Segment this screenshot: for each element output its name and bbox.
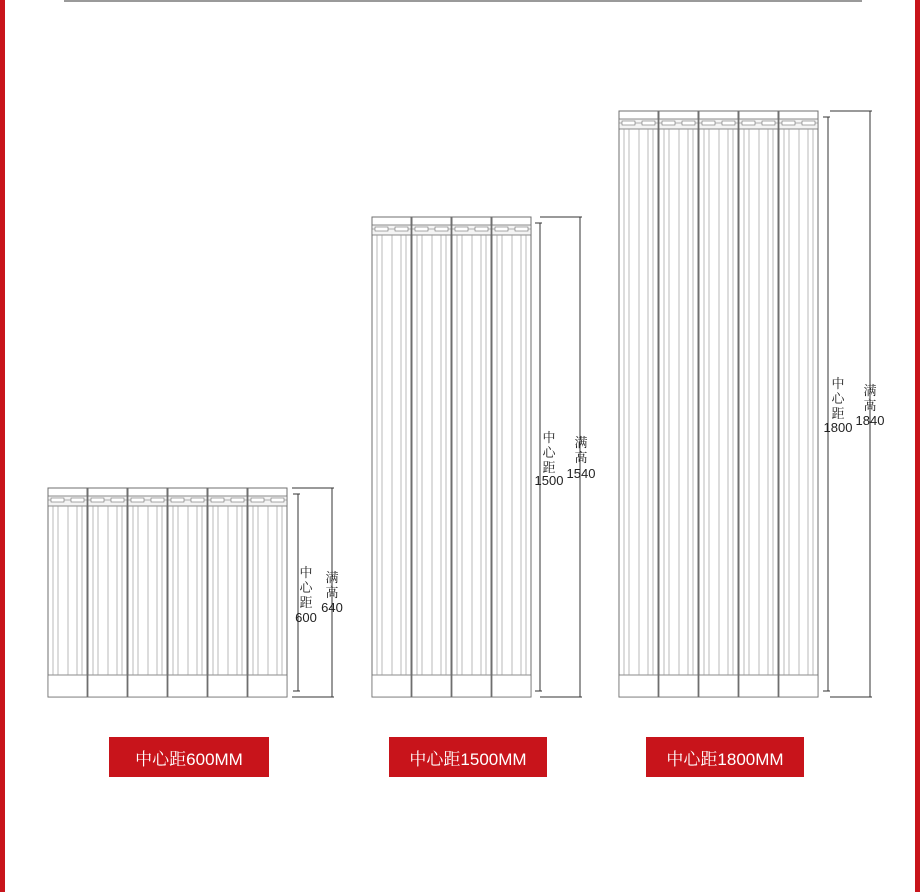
radiator-column — [208, 488, 247, 697]
column-bottom-block — [248, 675, 287, 697]
column-body — [208, 488, 247, 697]
column-bottom-block — [619, 675, 658, 697]
column-cap-right — [682, 121, 695, 125]
radiator-column — [412, 217, 451, 697]
radiator-column — [659, 111, 698, 697]
column-cap-right — [642, 121, 655, 125]
column-cap-right — [762, 121, 775, 125]
full-height-label-1500-char-2: 高 — [574, 451, 588, 466]
radiator-600 — [48, 488, 334, 697]
column-bottom-block — [412, 675, 451, 697]
radiator-column — [88, 488, 127, 697]
column-cap-left — [702, 121, 715, 125]
column-cap-left — [622, 121, 635, 125]
column-bottom-block — [372, 675, 411, 697]
center-distance-label-1500-char-1: 中 — [542, 431, 556, 446]
radiator-column — [128, 488, 167, 697]
column-cap-left — [455, 227, 468, 231]
column-body — [168, 488, 207, 697]
column-bottom-block — [452, 675, 491, 697]
column-cap-left — [742, 121, 755, 125]
column-cap-right — [191, 498, 204, 502]
center-distance-value-600: 600 — [295, 610, 317, 625]
column-cap-left — [91, 498, 104, 502]
radiator-column — [779, 111, 818, 697]
caption-center-distance-600: 中心距600MM — [109, 737, 269, 777]
full-height-label-1800-char-2: 高 — [863, 399, 877, 414]
column-bottom-block — [208, 675, 247, 697]
radiator-column — [452, 217, 491, 697]
column-body — [372, 217, 411, 697]
column-body — [492, 217, 531, 697]
radiator-column — [699, 111, 738, 697]
radiator-column — [619, 111, 658, 697]
column-bottom-block — [48, 675, 87, 697]
column-bottom-block — [492, 675, 531, 697]
column-cap-left — [171, 498, 184, 502]
column-body — [779, 111, 818, 697]
column-body — [699, 111, 738, 697]
center-distance-value-1800: 1800 — [823, 420, 853, 435]
radiator-column — [372, 217, 411, 697]
column-body — [48, 488, 87, 697]
column-body — [88, 488, 127, 697]
column-cap-left — [251, 498, 264, 502]
center-distance-value-1500: 1500 — [534, 473, 564, 488]
full-height-label-1500-char-1: 满 — [574, 436, 588, 451]
center-distance-label-1500-char-3: 距 — [542, 461, 556, 476]
column-cap-right — [271, 498, 284, 502]
column-cap-right — [802, 121, 815, 125]
center-distance-label-600-char-1: 中 — [299, 566, 313, 581]
full-height-label-600-char-2: 高 — [325, 586, 339, 601]
center-distance-label-1800-char-2: 心 — [831, 392, 845, 407]
column-bottom-block — [168, 675, 207, 697]
column-body — [619, 111, 658, 697]
column-cap-right — [111, 498, 124, 502]
column-body — [128, 488, 167, 697]
column-cap-left — [782, 121, 795, 125]
column-cap-right — [395, 227, 408, 231]
column-bottom-block — [128, 675, 167, 697]
full-height-value-1500: 1540 — [566, 466, 596, 481]
full-height-label-1800-char-1: 满 — [863, 384, 877, 399]
column-bottom-block — [659, 675, 698, 697]
column-cap-left — [131, 498, 144, 502]
column-cap-left — [662, 121, 675, 125]
column-bottom-block — [739, 675, 778, 697]
column-cap-right — [515, 227, 528, 231]
full-height-value-1800: 1840 — [855, 413, 885, 428]
center-distance-label-600-char-2: 心 — [299, 581, 313, 596]
column-body — [412, 217, 451, 697]
column-body — [452, 217, 491, 697]
column-bottom-block — [699, 675, 738, 697]
column-body — [248, 488, 287, 697]
column-cap-left — [375, 227, 388, 231]
radiator-column — [168, 488, 207, 697]
radiator-column — [492, 217, 531, 697]
center-distance-label-1800-char-1: 中 — [831, 377, 845, 392]
column-cap-left — [415, 227, 428, 231]
center-distance-label-1500-char-2: 心 — [542, 446, 556, 461]
radiator-column — [248, 488, 287, 697]
column-cap-right — [722, 121, 735, 125]
center-distance-label-1800-char-3: 距 — [831, 407, 845, 422]
column-cap-left — [51, 498, 64, 502]
caption-center-distance-1800: 中心距1800MM — [646, 737, 804, 777]
caption-center-distance-1500: 中心距1500MM — [389, 737, 547, 777]
column-body — [739, 111, 778, 697]
full-height-label-600-char-1: 满 — [325, 571, 339, 586]
column-body — [659, 111, 698, 697]
column-cap-right — [435, 227, 448, 231]
column-cap-right — [71, 498, 84, 502]
column-cap-right — [231, 498, 244, 502]
full-height-value-600: 640 — [321, 600, 343, 615]
column-cap-right — [151, 498, 164, 502]
column-bottom-block — [779, 675, 818, 697]
center-distance-label-600-char-3: 距 — [299, 596, 313, 611]
column-cap-right — [475, 227, 488, 231]
column-cap-left — [495, 227, 508, 231]
radiator-column — [739, 111, 778, 697]
column-bottom-block — [88, 675, 127, 697]
radiator-column — [48, 488, 87, 697]
column-cap-left — [211, 498, 224, 502]
